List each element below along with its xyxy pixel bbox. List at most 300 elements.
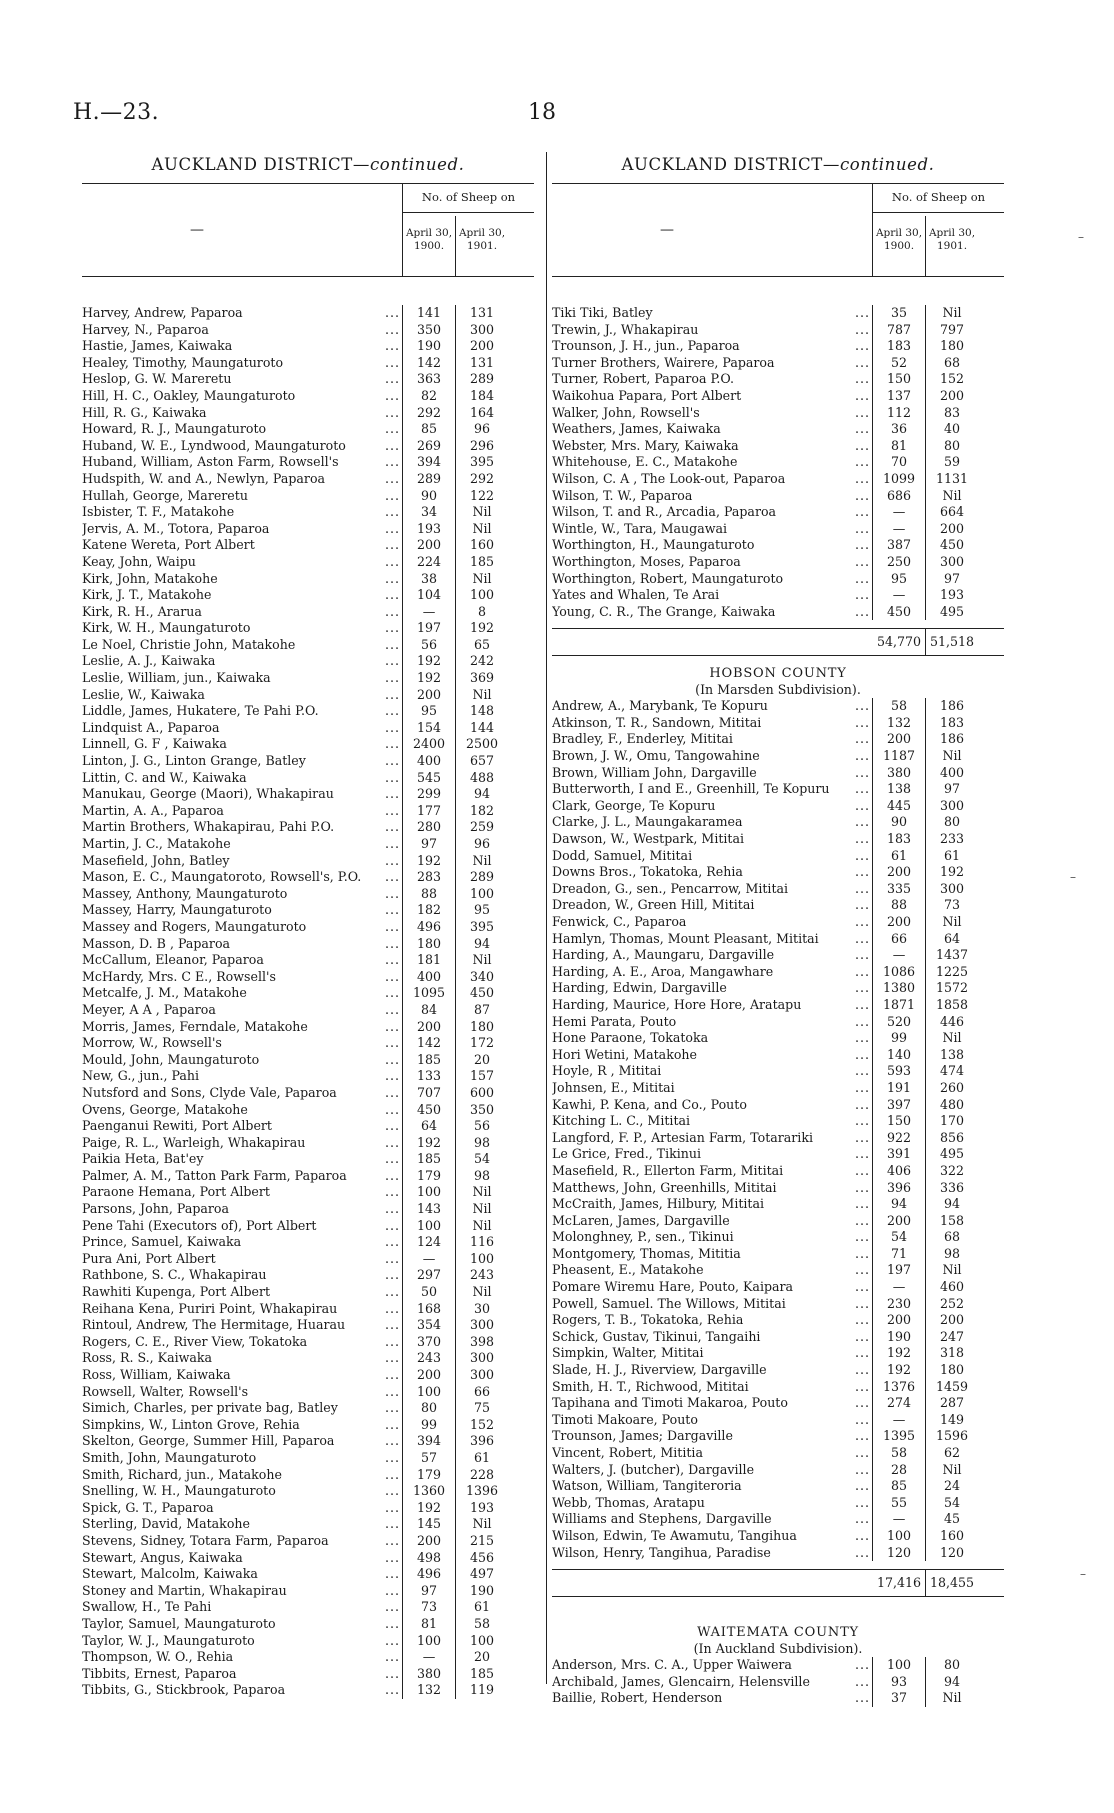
leader-dots: ... — [378, 1218, 400, 1235]
table-row — [82, 1583, 534, 1600]
margin-mark: – — [1070, 870, 1076, 884]
sheep-1901: 94 — [473, 786, 491, 802]
holder-name: Hamlyn, Thomas, Mount Pleasant, Mititai — [552, 930, 819, 946]
table-row — [82, 1633, 534, 1650]
holder-name: Sterling, David, Matakohe — [82, 1516, 250, 1532]
table-row — [82, 305, 534, 322]
sheep-1901: Nil — [942, 748, 962, 764]
leader-dots: ... — [378, 504, 400, 521]
leader-dots: ... — [378, 1417, 400, 1434]
holder-name: Linnell, G. F , Kaiwaka — [82, 736, 227, 752]
sheep-1900: — — [892, 1511, 906, 1527]
sheep-1900: 387 — [886, 537, 912, 553]
leader-dots: ... — [848, 554, 870, 571]
sheep-1901: 164 — [469, 404, 495, 420]
table-row — [552, 338, 1004, 355]
leader-dots: ... — [378, 1649, 400, 1666]
sheep-1901: 495 — [939, 603, 965, 619]
leader-dots: ... — [378, 1052, 400, 1069]
leader-dots: ... — [378, 1068, 400, 1085]
leader-dots: ... — [378, 305, 400, 322]
sheep-1900: 168 — [416, 1300, 442, 1316]
table-row — [82, 1168, 534, 1185]
leader-dots: ... — [378, 1151, 400, 1168]
leader-dots: ... — [378, 1168, 400, 1185]
leader-dots: ... — [848, 371, 870, 388]
holder-name: Masefield, John, Batley — [82, 852, 230, 868]
table-row — [82, 869, 534, 886]
leader-dots: ... — [378, 1135, 400, 1152]
sheep-1901: Nil — [472, 1516, 492, 1532]
sheep-1901: 259 — [469, 819, 495, 835]
sheep-1901: 289 — [469, 371, 495, 387]
table-row — [552, 1478, 1004, 1495]
leader-dots: ... — [378, 355, 400, 372]
leader-dots: ... — [848, 1296, 870, 1313]
leader-dots: ... — [378, 1234, 400, 1251]
leader-dots: ... — [378, 1251, 400, 1268]
sheep-1901: 289 — [469, 869, 495, 885]
county-heading-waitemata: WAITEMATA COUNTY — [697, 1625, 859, 1641]
holder-name: Vincent, Robert, Mititia — [552, 1445, 703, 1460]
holder-name: Lindquist A., Paparoa — [82, 719, 220, 735]
table-row — [552, 1511, 1004, 1528]
holder-name: Trounson, James; Dargaville — [552, 1428, 733, 1444]
sheep-1901: 215 — [469, 1532, 495, 1548]
sheep-1900: 1187 — [882, 748, 916, 764]
sheep-1901: 160 — [939, 1527, 965, 1543]
holder-name: Massey and Rogers, Maungaturoto — [82, 918, 307, 934]
sheep-1900: 197 — [886, 1262, 912, 1278]
leader-dots: ... — [378, 687, 400, 704]
table-row — [82, 969, 534, 986]
leader-dots: ... — [848, 1511, 870, 1528]
leader-dots: ... — [848, 1445, 870, 1462]
table-row — [552, 765, 1004, 782]
leader-dots: ... — [378, 1467, 400, 1484]
leader-dots: ... — [848, 1030, 870, 1047]
sheep-1901: Nil — [472, 570, 492, 586]
sheep-1901: 193 — [469, 1499, 495, 1515]
leader-dots: ... — [378, 836, 400, 853]
sheep-1901: 120 — [939, 1544, 965, 1560]
table-row — [82, 1151, 534, 1168]
sheep-1901: 1396 — [465, 1483, 499, 1499]
table-row — [82, 1218, 534, 1235]
table-row — [82, 1118, 534, 1135]
table-row — [82, 554, 534, 571]
leader-dots: ... — [848, 1478, 870, 1495]
table-row — [82, 454, 534, 471]
table-row — [552, 897, 1004, 914]
leader-dots: ... — [378, 322, 400, 339]
header-rule — [403, 212, 534, 213]
holder-name: Rogers, T. B., Tokatoka, Rehia — [552, 1312, 744, 1328]
sheep-1901: 600 — [469, 1084, 495, 1100]
sheep-1900: 200 — [416, 686, 442, 702]
sheep-1901: 200 — [939, 1312, 965, 1328]
sheep-1901: 98 — [473, 1167, 491, 1183]
table-row — [552, 1097, 1004, 1114]
holder-name: Tibbits, Ernest, Paparoa — [82, 1665, 237, 1681]
sheep-1900: 52 — [890, 354, 908, 370]
sheep-1900: 99 — [420, 1416, 438, 1432]
holder-name: Stoney and Martin, Whakapirau — [82, 1582, 287, 1598]
leader-dots: ... — [848, 980, 870, 997]
leader-dots: ... — [378, 703, 400, 720]
holder-name: Brown, William John, Dargaville — [552, 764, 757, 780]
sheep-1900: 82 — [420, 387, 438, 403]
sheep-1900: 192 — [416, 670, 442, 686]
holder-name: McCallum, Eleanor, Paparoa — [82, 952, 264, 968]
sheep-1900: 200 — [416, 1367, 442, 1382]
table-row — [82, 1267, 534, 1284]
leader-dots: ... — [378, 405, 400, 422]
sheep-1900: 95 — [420, 703, 438, 719]
sheep-1901: 1131 — [935, 470, 969, 486]
sheep-1901: 8 — [477, 603, 486, 619]
sheep-1901: Nil — [942, 1461, 962, 1477]
sheep-1900: 90 — [420, 487, 438, 503]
sheep-1901: 87 — [473, 1001, 491, 1017]
leader-dots: ... — [848, 1428, 870, 1445]
sheep-1901: 73 — [943, 897, 961, 913]
sheep-1901: 322 — [939, 1162, 965, 1178]
holder-name: Whitehouse, E. C., Matakohe — [552, 454, 738, 470]
table-row — [552, 454, 1004, 471]
holder-name: Slade, H. J., Riverview, Dargaville — [552, 1362, 767, 1378]
table-row — [552, 1445, 1004, 1462]
sheep-1900: 292 — [416, 404, 442, 420]
sheep-1901: 200 — [939, 520, 965, 536]
sheep-1901: 58 — [473, 1615, 491, 1631]
district-heading — [552, 155, 1004, 177]
table-row — [552, 1495, 1004, 1512]
table-row — [82, 521, 534, 538]
holder-name: Reihana Kena, Puriri Point, Whakapirau — [82, 1300, 338, 1316]
sheep-1900: 192 — [416, 1134, 442, 1150]
leader-dots: ... — [848, 1674, 870, 1691]
holder-name: Paenganui Rewiti, Port Albert — [82, 1118, 272, 1134]
header-dash: — — [660, 222, 674, 238]
holder-name: Pene Tahi (Executors of), Port Albert — [82, 1217, 317, 1233]
holder-name: Prince, Samuel, Kaiwaka — [82, 1234, 242, 1250]
sheep-1901: 184 — [469, 387, 495, 403]
sheep-1900: — — [892, 520, 906, 536]
sheep-1901: 185 — [469, 553, 495, 569]
holder-name: Hone Paraone, Tokatoka — [552, 1030, 709, 1046]
table-row — [552, 405, 1004, 422]
sheep-1901: 75 — [473, 1400, 491, 1416]
sheep-1900: 97 — [420, 836, 438, 851]
sheep-1901: 243 — [469, 1267, 495, 1283]
holder-name: Manukau, George (Maori), Whakapirau — [82, 786, 334, 802]
sheep-1901: 450 — [469, 985, 495, 1001]
leader-dots: ... — [378, 1267, 400, 1284]
table-row — [552, 1180, 1004, 1197]
holder-name: Fenwick, C., Paparoa — [552, 914, 687, 929]
hobson-rows — [552, 698, 1004, 1561]
holder-name: Wilson, T. W., Paparoa — [552, 487, 693, 503]
sheep-1901: 247 — [939, 1328, 965, 1344]
sheep-1901: Nil — [472, 952, 492, 968]
sheep-1901: 300 — [939, 797, 965, 813]
leader-dots: ... — [378, 952, 400, 969]
leader-dots: ... — [848, 1345, 870, 1362]
sheep-1901: 186 — [939, 698, 965, 714]
sheep-1901: 100 — [469, 885, 495, 901]
leader-dots: ... — [848, 748, 870, 765]
sheep-1901: 20 — [473, 1649, 491, 1665]
holder-name: Skelton, George, Summer Hill, Paparoa — [82, 1433, 335, 1449]
sheep-1900: 61 — [890, 847, 908, 863]
holder-name: Trounson, J. H., jun., Paparoa — [552, 338, 740, 354]
leader-dots: ... — [848, 964, 870, 981]
sheep-1901: 296 — [469, 437, 495, 453]
sheep-1900: 299 — [416, 786, 442, 802]
sheep-1900: 498 — [416, 1549, 442, 1565]
leader-dots: ... — [378, 1500, 400, 1517]
leader-dots: ... — [848, 765, 870, 782]
sheep-1901: 488 — [469, 769, 495, 785]
district-heading-cont: continued. — [369, 155, 465, 174]
table-row — [552, 322, 1004, 339]
sheep-1901: 61 — [473, 1599, 491, 1615]
leader-dots: ... — [848, 1163, 870, 1180]
header-dash: — — [190, 222, 204, 238]
holder-name: Bradley, F., Enderley, Mititai — [552, 731, 733, 747]
leader-dots: ... — [378, 1384, 400, 1401]
holder-name: McLaren, James, Dargaville — [552, 1212, 730, 1228]
holder-name: Harding, A., Maungaru, Dargaville — [552, 947, 775, 963]
sheep-1900: 335 — [886, 880, 912, 896]
sheep-1901: 116 — [469, 1234, 495, 1250]
column-divider — [546, 152, 547, 1684]
sheep-1900: 183 — [886, 831, 912, 847]
leader-dots: ... — [848, 814, 870, 831]
sheep-1901: 144 — [469, 719, 495, 735]
table-row — [82, 488, 534, 505]
sheep-1900: 200 — [886, 864, 912, 880]
sheep-1900: 450 — [416, 1101, 442, 1117]
holder-name: Palmer, A. M., Tatton Park Farm, Paparoa — [82, 1167, 347, 1183]
sheep-1900: 179 — [416, 1167, 442, 1183]
column-rule — [872, 1657, 873, 1707]
sheep-1901: 450 — [939, 537, 965, 553]
table-row — [552, 587, 1004, 604]
holder-name: Young, C. R., The Grange, Kaiwaka — [552, 603, 776, 619]
sheep-1901: 340 — [469, 968, 495, 984]
sheep-1901: 183 — [939, 714, 965, 730]
leader-dots: ... — [378, 753, 400, 770]
holder-name: Powell, Samuel. The Willows, Mititai — [552, 1295, 786, 1311]
holder-name: Montgomery, Thomas, Mititia — [552, 1245, 741, 1261]
holder-name: Ross, R. S., Kaiwaka — [82, 1350, 213, 1366]
holder-name: Downs Bros., Tokatoka, Rehia — [552, 864, 743, 880]
leader-dots: ... — [378, 653, 400, 670]
sheep-1901: 54 — [473, 1151, 491, 1167]
holder-name: Martin, J. C., Matakohe — [82, 836, 231, 851]
sheep-1900: 297 — [416, 1267, 442, 1283]
total-1900: 54,770 — [876, 634, 922, 650]
holder-name: Hastie, James, Kaiwaka — [82, 338, 233, 354]
leader-dots: ... — [848, 897, 870, 914]
table-row — [82, 653, 534, 670]
sheep-1901: 395 — [469, 454, 495, 470]
sheep-1900: 520 — [886, 1013, 912, 1029]
sheep-1900: 88 — [890, 897, 908, 913]
leader-dots: ... — [848, 798, 870, 815]
holder-name: Hill, R. G., Kaiwaka — [82, 404, 207, 420]
sheep-1901: 68 — [943, 354, 961, 370]
holder-name: Anderson, Mrs. C. A., Upper Waiwera — [552, 1657, 792, 1673]
leader-dots: ... — [378, 371, 400, 388]
sheep-1900: — — [892, 1411, 906, 1427]
holder-name: Butterworth, I and E., Greenhill, Te Kopuru — [552, 781, 830, 797]
sheep-1901: 80 — [943, 814, 961, 830]
holder-name: Harding, Maurice, Hore Hore, Aratapu — [552, 996, 802, 1012]
sheep-1901: 233 — [939, 831, 965, 847]
table-row — [82, 355, 534, 372]
leader-dots: ... — [378, 1516, 400, 1533]
table-row — [82, 1184, 534, 1201]
sheep-1901: 66 — [473, 1383, 491, 1399]
table-row — [82, 1433, 534, 1450]
sheep-1900: — — [892, 504, 906, 520]
table-row — [552, 980, 1004, 997]
sheep-1900: 1360 — [412, 1483, 446, 1499]
holder-name: Heslop, G. W. Mareretu — [82, 371, 232, 387]
table-header — [552, 183, 1004, 277]
holder-name: Masson, D. B , Paparoa — [82, 935, 231, 951]
sheep-1901: 242 — [469, 653, 495, 669]
holder-name: Le Grice, Fred., Tikinui — [552, 1146, 702, 1162]
leader-dots: ... — [848, 1312, 870, 1329]
table-row — [552, 1113, 1004, 1130]
table-row — [552, 1412, 1004, 1429]
holder-name: Taylor, Samuel, Maungaturoto — [82, 1615, 276, 1631]
total-1900: 17,416 — [876, 1575, 922, 1591]
sheep-1901: 45 — [943, 1511, 961, 1527]
holder-name: Walters, J. (butcher), Dargaville — [552, 1461, 755, 1477]
leader-dots: ... — [848, 438, 870, 455]
sheep-1901: 138 — [939, 1046, 965, 1062]
holder-name: Brown, J. W., Omu, Tangowahine — [552, 748, 760, 764]
table-row — [552, 1130, 1004, 1147]
table-row — [552, 305, 1004, 322]
sheep-1900: 1395 — [882, 1428, 916, 1444]
sheep-1900: 354 — [416, 1317, 442, 1333]
leader-dots: ... — [378, 786, 400, 803]
sheep-1901: 83 — [943, 404, 961, 420]
table-row — [82, 670, 534, 687]
sheep-1901: 131 — [469, 305, 495, 320]
table-row — [552, 1279, 1004, 1296]
leader-dots: ... — [848, 1528, 870, 1545]
table-row — [82, 1616, 534, 1633]
leader-dots: ... — [378, 1483, 400, 1500]
sheep-1900: 100 — [886, 1657, 912, 1673]
table-row — [82, 1002, 534, 1019]
holder-name: Morris, James, Ferndale, Matakohe — [82, 1018, 308, 1034]
sheep-1900: 1376 — [882, 1378, 916, 1394]
county-heading-hobson: HOBSON COUNTY — [709, 666, 847, 682]
sheep-1901: 396 — [469, 1433, 495, 1449]
holder-name: Snelling, W. H., Maungaturoto — [82, 1483, 276, 1499]
table-row — [552, 964, 1004, 981]
sheep-1901: 160 — [469, 537, 495, 553]
holder-name: Turner, Robert, Paparoa P.O. — [552, 371, 735, 387]
sheep-1900: 922 — [886, 1129, 912, 1145]
holder-name: Webster, Mrs. Mary, Kaiwaka — [552, 437, 739, 453]
sheep-1900: 243 — [416, 1350, 442, 1366]
leader-dots: ... — [378, 1566, 400, 1583]
sheep-1900: 71 — [890, 1245, 908, 1261]
table-row — [552, 1329, 1004, 1346]
leader-dots: ... — [848, 405, 870, 422]
table-row — [552, 1345, 1004, 1362]
holder-name: Smith, Richard, jun., Matakohe — [82, 1466, 282, 1482]
table-row — [82, 985, 534, 1002]
holder-name: Jervis, A. M., Totora, Paparoa — [82, 520, 270, 536]
holder-name: Littin, C. and W., Kaiwaka — [82, 769, 247, 785]
waitemata-rows — [552, 1657, 1004, 1707]
holder-name: Leslie, W., Kaiwaka — [82, 686, 205, 702]
leader-dots: ... — [848, 1014, 870, 1031]
holder-name: Wilson, T. and R., Arcadia, Paparoa — [552, 504, 777, 520]
rodney-rows — [552, 305, 1004, 620]
sheep-1900: 100 — [886, 1527, 912, 1543]
table-row — [552, 554, 1004, 571]
table-row — [82, 1384, 534, 1401]
table-row — [552, 1362, 1004, 1379]
sheep-1901: 252 — [939, 1295, 965, 1311]
sheep-1900: 38 — [420, 570, 438, 586]
leader-dots: ... — [378, 554, 400, 571]
holder-name: Timoti Makoare, Pouto — [552, 1411, 698, 1427]
leader-dots: ... — [378, 1002, 400, 1019]
header-no-of-sheep: No. of Sheep on — [891, 190, 986, 204]
holder-name: Worthington, Robert, Maungaturoto — [552, 570, 784, 586]
sheep-1901: 480 — [939, 1096, 965, 1112]
holder-name: Hill, H. C., Oakley, Maungaturoto — [82, 387, 296, 403]
holder-name: Ovens, George, Matakohe — [82, 1101, 248, 1117]
leader-dots: ... — [378, 438, 400, 455]
sheep-1901: 65 — [473, 636, 491, 652]
header-col-1900: April 30, 1900. — [405, 227, 453, 252]
table-row — [552, 604, 1004, 621]
table-row — [82, 1052, 534, 1069]
holder-name: Martin Brothers, Whakapirau, Pahi P.O. — [82, 819, 335, 835]
sheep-1901: 61 — [943, 847, 961, 863]
sheep-1901: 149 — [939, 1411, 965, 1427]
leader-dots: ... — [848, 731, 870, 748]
table-row — [82, 1599, 534, 1616]
table-row — [82, 1666, 534, 1683]
sheep-1900: 1095 — [412, 985, 446, 1001]
leader-dots: ... — [848, 1047, 870, 1064]
sheep-1900: 94 — [890, 1196, 908, 1212]
holder-name: Le Noel, Christie John, Matakohe — [82, 636, 296, 652]
holder-name: Harvey, N., Paparoa — [82, 321, 209, 337]
table-row — [552, 731, 1004, 748]
sheep-1900: 400 — [416, 968, 442, 984]
table-row — [82, 902, 534, 919]
sheep-1900: 124 — [416, 1234, 442, 1250]
sheep-1901: 119 — [469, 1682, 495, 1698]
sheep-1900: 450 — [886, 603, 912, 619]
leader-dots: ... — [378, 869, 400, 886]
